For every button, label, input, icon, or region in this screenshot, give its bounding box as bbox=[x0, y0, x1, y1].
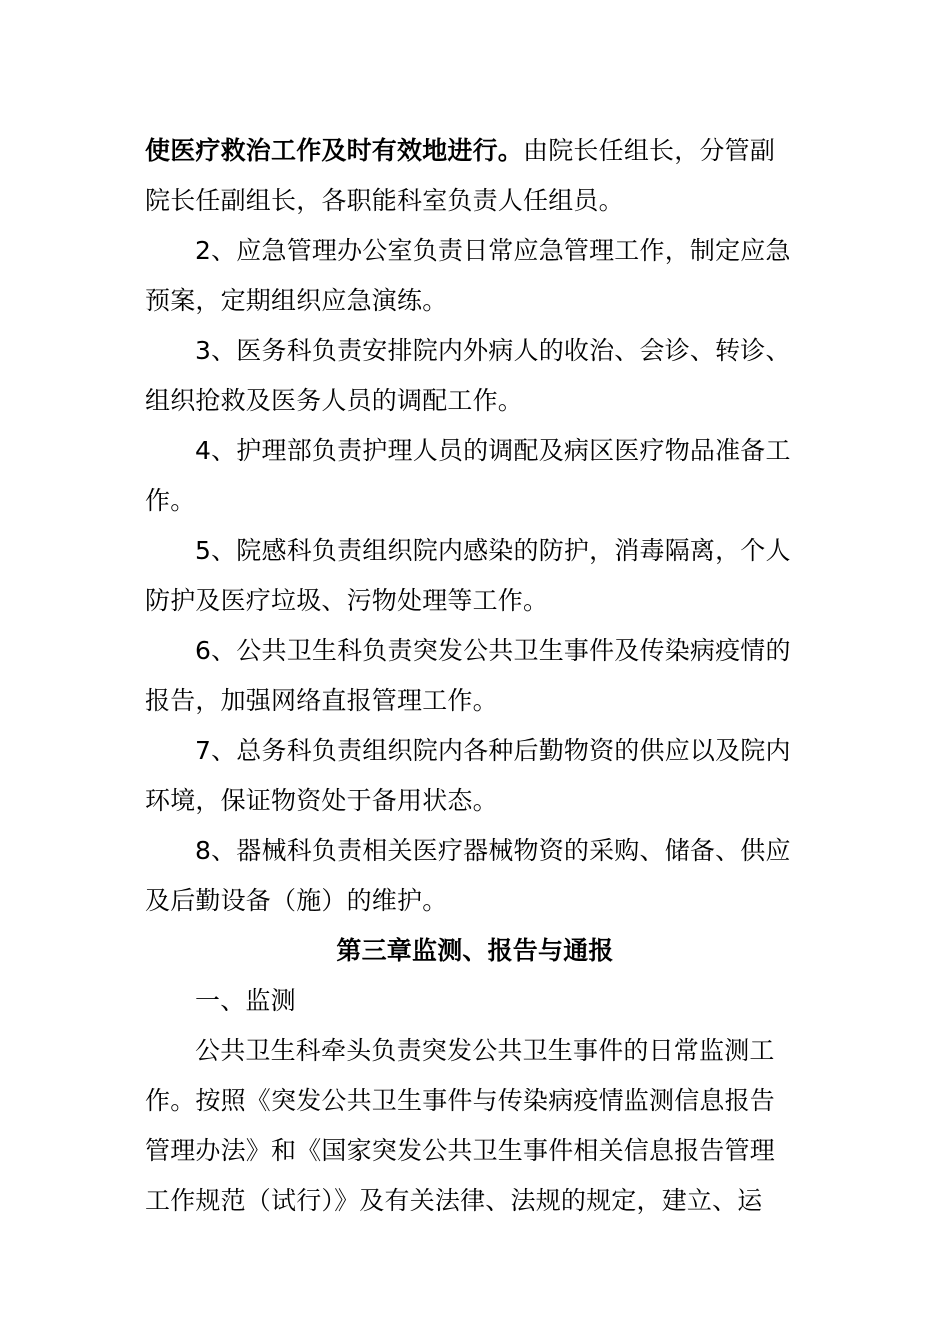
bold-lead-text: 使医疗救治工作及时有效地进行。 bbox=[145, 136, 524, 165]
paragraph-line bbox=[145, 126, 805, 176]
paragraph-line: 7、总务科负责组织院内各种后勤物资的供应以及院内 bbox=[195, 736, 791, 765]
paragraph-line: 公共卫生科牵头负责突发公共卫生事件的日常监测工 bbox=[195, 1036, 775, 1065]
paragraph-line: 3、医务科负责安排院内外病人的收治、会诊、转诊、 bbox=[195, 336, 791, 365]
paragraph-line: 4、护理部负责护理人员的调配及病区医疗物品准备工 bbox=[195, 436, 791, 465]
paragraph-line: 2、应急管理办公室负责日常应急管理工作，制定应急 bbox=[195, 236, 791, 265]
paragraph-line: 工作规范（试行）》及有关法律、法规的规定，建立、运 bbox=[145, 1186, 763, 1215]
paragraph-line: 管理办法》和《国家突发公共卫生事件相关信息报告管理 bbox=[145, 1136, 776, 1165]
paragraph-line: 6、公共卫生科负责突发公共卫生事件及传染病疫情的 bbox=[195, 636, 791, 665]
paragraph-line: 及后勤设备（施）的维护。 bbox=[145, 886, 448, 915]
paragraph-line: 作。按照《突发公共卫生事件与传染病疫情监测信息报告 bbox=[145, 1086, 776, 1115]
chapter-heading: 第三章监测、报告与通报 bbox=[336, 936, 614, 965]
document-body bbox=[145, 126, 805, 1226]
paragraph-line: 5、院感科负责组织院内感染的防护，消毒隔离，个人 bbox=[195, 536, 791, 565]
paragraph-line: 防护及医疗垃圾、污物处理等工作。 bbox=[145, 586, 549, 615]
paragraph-line: 环境，保证物资处于备用状态。 bbox=[145, 786, 498, 815]
section-heading: 一、监测 bbox=[195, 986, 296, 1015]
paragraph-line: 作。 bbox=[145, 486, 196, 515]
paragraph-line: 8、器械科负责相关医疗器械物资的采购、储备、供应 bbox=[195, 836, 791, 865]
line-text: 由院长任组长，分管副 bbox=[523, 136, 776, 165]
paragraph-line: 院长任副组长，各职能科室负责人任组员。 bbox=[145, 186, 624, 215]
paragraph-line: 报告，加强网络直报管理工作。 bbox=[145, 686, 498, 715]
paragraph-line: 组织抢救及医务人员的调配工作。 bbox=[145, 386, 524, 415]
paragraph-line: 预案，定期组织应急演练。 bbox=[145, 286, 448, 315]
